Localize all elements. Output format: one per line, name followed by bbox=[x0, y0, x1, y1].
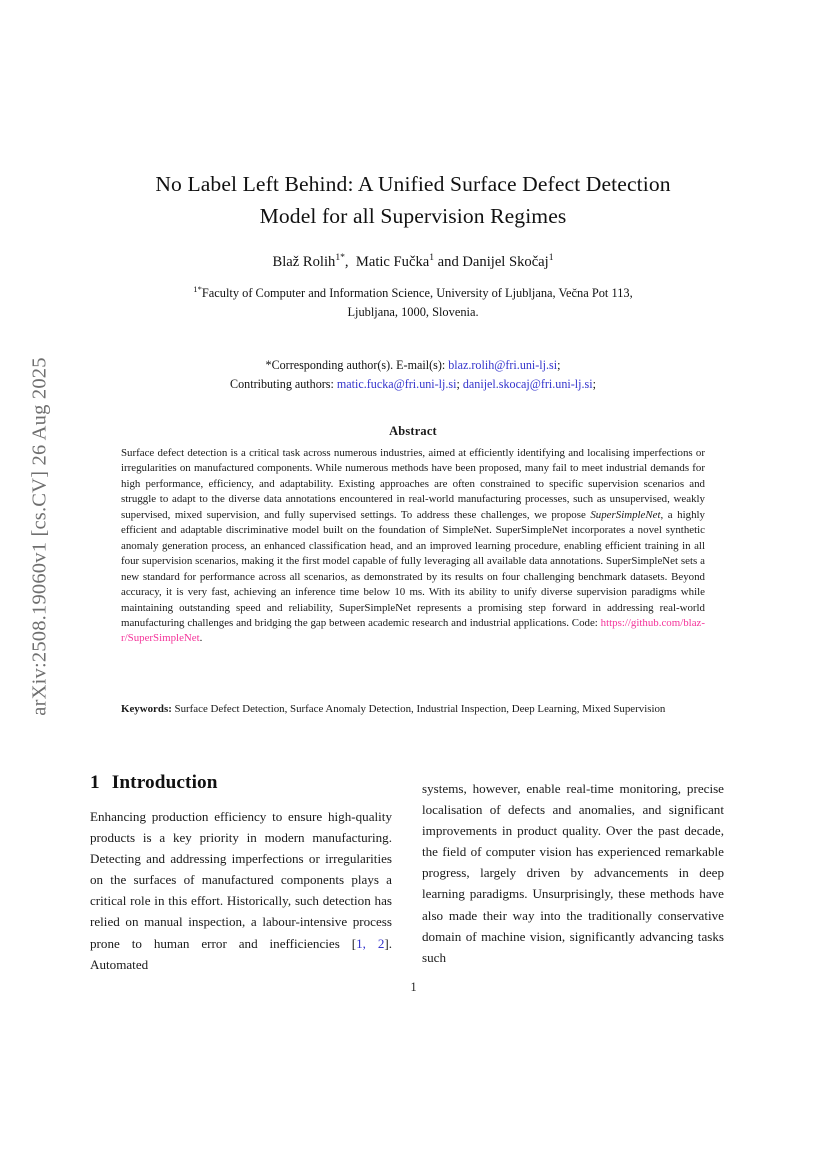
arxiv-stamp-text: arXiv:2508.19060v1 [cs.CV] 26 Aug 2025 bbox=[28, 357, 51, 716]
affiliation-line-1: Faculty of Computer and Information Science, University of Ljubljana, Večna Pot 113, bbox=[201, 286, 633, 300]
section-number: 1 bbox=[90, 772, 100, 793]
paper-title-block bbox=[113, 168, 713, 232]
affiliation-marker: 1* bbox=[193, 283, 202, 294]
intro-left-text-part-1: Enhancing production efficiency to ensure high-quality products is a key priority in modern manufacturing. Detecting and addressing imperfections or irregularities on the surfaces of manufactured components plays a critical role in this effort. Historically, such detection has relied on manual inspection, a labour-intensive process prone to human error and inefficiencies [ bbox=[90, 809, 392, 951]
intro-right-text: systems, however, enable real-time monitoring, precise localisation of defects and anomalies, and significant improvements in product quality. Over the past decade, the field of computer vision has experienced remarkable progress, largely driven by advancements in deep learning paradigms. Unsurprisingly, these methods have also made their way into the traditionally conservative domain of machine vision, significantly advancing tasks such bbox=[422, 781, 724, 965]
author-name-2: Matic Fučka bbox=[355, 254, 430, 270]
author-marks-3: 1 bbox=[548, 252, 554, 264]
author-name-3: Danijel Skočaj bbox=[462, 254, 549, 270]
contributing-authors-label: Contributing authors: bbox=[230, 377, 337, 391]
abstract-part-1: Surface defect detection is a critical task across numerous industries, aimed at efficiently identifying and localising imperfections or irregularities on manufactured components. While numerous methods have been proposed, many fail to meet industrial demands for high performance, efficiency, and adaptability. Existing approaches are often constrained to specific supervision scenarios and struggle to adapt to the diverse data annotations encountered in real-world manufacturing processes, such as unsupervised, weakly supervised, mixed supervision, and fully supervised settings. To address these challenges, we propose bbox=[121, 447, 705, 521]
abstract-part-2: , a highly efficient and adaptable discriminative model built on the foundation of SimpleNet. SuperSimpleNet incorporates a novel synthetic anomaly generation process, an enhanced classification head, and an improved learning procedure, enabling efficient training in all four supervision scenarios, making it the first model capable of fully leveraging all available data annotations. SuperSimpleNet sets a new standard for performance across all scenarios, as demonstrated by its results on four challenging benchmark datasets. Beyond accuracy, it is very fast, achieving an inference time below 10 ms. With its ability to unify diverse supervision paradigms while maintaining outstanding speed and reliability, SuperSimpleNet represents a promising step forward in addressing real-world manufacturing challenges and bridging the gap between academic research and industrial applications. Code: bbox=[121, 508, 705, 629]
author-marks-1: 1* bbox=[335, 252, 345, 264]
abstract-section bbox=[121, 424, 705, 647]
keywords-label: Keywords: bbox=[121, 703, 172, 715]
corresponding-author-label: *Corresponding author(s). E-mail(s): bbox=[265, 358, 449, 372]
page-title bbox=[113, 168, 713, 232]
body-column-right bbox=[422, 778, 724, 968]
abstract-text bbox=[121, 446, 705, 647]
contributing-email-separator-2: ; bbox=[592, 377, 596, 391]
paper-title-line-1: No Label Left Behind: A Unified Surface Defect Detection bbox=[155, 172, 671, 196]
author-marks-2: 1 bbox=[429, 252, 435, 264]
affiliation-block bbox=[108, 284, 718, 321]
citation-link[interactable]: 1, 2 bbox=[356, 935, 385, 951]
author-name-1: Blaž Rolih bbox=[272, 254, 336, 270]
page-number-footer: 1 bbox=[410, 980, 417, 994]
paper-title-line-2: Model for all Supervision Regimes bbox=[259, 204, 567, 228]
contributing-email-separator-1: ; bbox=[456, 377, 463, 391]
intro-left-text-part-2: ]. Automated bbox=[90, 935, 393, 972]
code-repository-link[interactable]: https://github.com/blaz-r/SuperSimpleNet bbox=[121, 616, 705, 645]
correspondence-block bbox=[113, 356, 713, 394]
abstract-part-3: . bbox=[199, 632, 203, 645]
keywords-value: Surface Defect Detection, Surface Anomaly Detection, Industrial Inspection, Deep Learning, Mixed Supervision bbox=[171, 703, 666, 715]
contributing-author-email-link-2[interactable]: danijel.skocaj@fri.uni-lj.si bbox=[462, 377, 593, 391]
corresponding-author-email-link[interactable]: blaz.rolih@fri.uni-lj.si bbox=[448, 358, 558, 372]
abstract-emphasis-model-name: SuperSimpleNet bbox=[590, 508, 661, 521]
section-heading-introduction bbox=[90, 772, 218, 794]
corresponding-email-separator: ; bbox=[557, 358, 561, 372]
contributing-author-email-link-1[interactable]: matic.fucka@fri.uni-lj.si bbox=[336, 377, 457, 391]
author-list: Blaž Rolih$^{1*}$, Matic Fučka$^1$ and Danijel Skočaj$^1$ bbox=[272, 252, 554, 270]
keywords-block bbox=[121, 702, 705, 717]
abstract-heading: Abstract bbox=[389, 424, 437, 438]
section-title: Introduction bbox=[111, 772, 218, 793]
affiliation-line-2: Ljubljana, 1000, Slovenia. bbox=[347, 304, 479, 319]
body-column-left bbox=[90, 806, 392, 975]
